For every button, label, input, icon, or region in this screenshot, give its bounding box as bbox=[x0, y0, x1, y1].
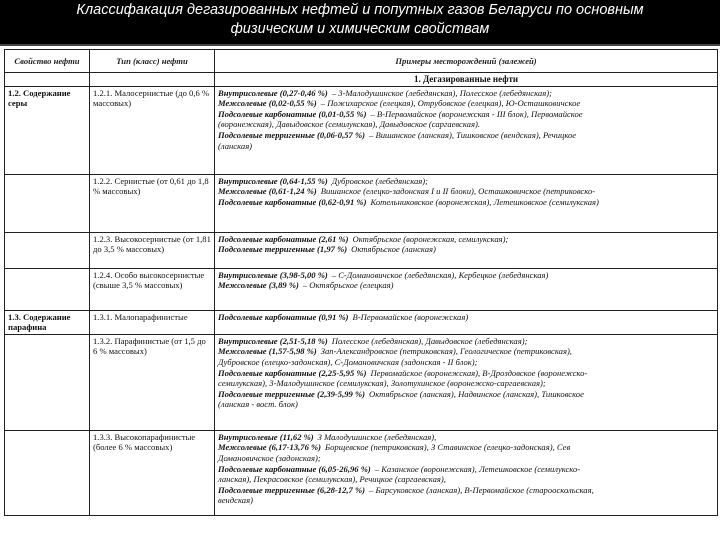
type-cell: 1.2.4. Особо высокосернистые (свыше 3,5 % массовых) bbox=[90, 268, 215, 310]
deposit-group-label: Межсолевые bbox=[218, 98, 269, 109]
deposit-text: – Пожихарское (елецкая), Отрубовское (елецкая), Ю-Осташковичское bbox=[320, 98, 581, 109]
deposit-text: ланская), Пекрасовское (семилукская), Речицкое (саргаевская), bbox=[218, 474, 446, 485]
content-value: (1,57-5,98 %) bbox=[268, 346, 317, 357]
title-line-2: физическим и химическим свойствам bbox=[230, 21, 490, 37]
content-value: (2,51-5,18 %) bbox=[279, 335, 328, 346]
deposit-text: – Вишанское (ланская), Тишковское (вендская), Речицкое bbox=[369, 129, 577, 140]
deposit-text: Первомайское (воронежская), В-Дроздовское (воронежско- bbox=[370, 367, 588, 378]
slide-header bbox=[0, 0, 720, 44]
content-value: (2,61 %) bbox=[318, 233, 349, 244]
content-value: (0,61-1,24 %) bbox=[268, 186, 317, 197]
deposit-text: (ланская - вост. блок) bbox=[218, 399, 298, 410]
type-cell: 1.2.3. Высокосернистые (от 1,81 до 3,5 % массовых) bbox=[90, 232, 215, 268]
deposit-text: Домановичское (задонская); bbox=[218, 452, 321, 463]
content-value: (2,39-5,99 %) bbox=[317, 388, 366, 399]
type-cell: 1.3.2. Парафинистые (от 1,5 до 6 % массовых) bbox=[90, 334, 215, 430]
header-type: Тип (класс) нефти bbox=[90, 50, 215, 73]
content-value: (11,62 %) bbox=[279, 431, 314, 442]
deposit-text: Вишанское (елецко-задонская I и II блоки), Осташковичское (петриковско- bbox=[320, 186, 596, 197]
example-line bbox=[218, 464, 714, 475]
deposit-group-label: Подсолевые терригенные bbox=[218, 484, 318, 495]
deposit-text: – 3-Малодушинское (лебедянская), Полесское (лебедянская); bbox=[331, 87, 552, 98]
type-cell: 1.2.2. Сернистые (от 0,61 до 1,8 % массовых) bbox=[90, 174, 215, 232]
property-cell: 1.3. Содержание парафина bbox=[5, 310, 90, 334]
example-line bbox=[218, 88, 714, 99]
type-cell: 1.3.3. Высокопарафинистые (более 6 % массовых) bbox=[90, 430, 215, 515]
deposit-group-label: Подсолевые карбонатные bbox=[218, 367, 319, 378]
table-row bbox=[5, 430, 718, 515]
example-line bbox=[218, 389, 714, 400]
deposit-text: – В-Первомайское (воронежская - III блок), Первомайское bbox=[370, 108, 583, 119]
example-line bbox=[218, 109, 714, 120]
examples-cell bbox=[215, 86, 718, 174]
deposit-group-label: Межсолевые bbox=[218, 442, 269, 453]
example-line bbox=[218, 312, 714, 323]
deposit-text: Октябрьское (ланская), Надвинское (ланская), Тишковское bbox=[369, 388, 584, 399]
content-value: (1,97 %) bbox=[317, 244, 348, 255]
property-cell bbox=[5, 174, 90, 232]
deposit-text: Полесское (лебедянская), Давыдовское (лебедянская); bbox=[331, 335, 528, 346]
examples-cell bbox=[215, 268, 718, 310]
examples-cell bbox=[215, 334, 718, 430]
examples-cell bbox=[215, 310, 718, 334]
content-value: (0,06-0,57 %) bbox=[317, 129, 366, 140]
deposit-text: Октябрьское (воронежская, семилукская); bbox=[352, 233, 509, 244]
content-value: (0,27-0,46 %) bbox=[279, 87, 328, 98]
content-value: (0,01-0,55 %) bbox=[318, 108, 367, 119]
deposit-group-label: Внутрисолевые bbox=[218, 335, 280, 346]
example-line bbox=[218, 442, 714, 453]
deposit-text: Зап-Александровское (петриковская), Геологическое (петриковская), bbox=[320, 346, 572, 357]
title-line-1: Классифакация дегазированных нефтей и попутных газов Беларуси по основным bbox=[76, 2, 644, 18]
example-line bbox=[218, 399, 714, 410]
table-row bbox=[5, 174, 718, 232]
example-line bbox=[218, 357, 714, 368]
example-line bbox=[218, 474, 714, 485]
example-line bbox=[218, 119, 714, 130]
slide-title bbox=[0, 0, 720, 39]
deposit-text: семилукская), 3-Малодушинское (семилукская), Золотухинское (воронежско-саргаевская); bbox=[218, 378, 546, 389]
example-line bbox=[218, 176, 714, 187]
example-line bbox=[218, 197, 714, 208]
table-row bbox=[5, 334, 718, 430]
header-row bbox=[5, 50, 718, 73]
deposit-group-label: Внутрисолевые bbox=[218, 269, 280, 280]
example-line bbox=[218, 186, 714, 197]
deposit-text: Дубровское (елецко-задонская), С-Домановичская (задонская - II блок); bbox=[218, 356, 478, 367]
deposit-group-label: Подсолевые терригенные bbox=[218, 388, 318, 399]
classification-table bbox=[4, 49, 718, 516]
property-cell bbox=[5, 232, 90, 268]
deposit-text: Октябрьское (ланская) bbox=[351, 244, 436, 255]
example-line bbox=[218, 453, 714, 464]
deposit-text: (воронежская), Давыдовское (семилукская), Давыдовское (саргаевская). bbox=[218, 119, 480, 130]
content-value: (6,17-13,76 %) bbox=[268, 442, 322, 453]
header-divider bbox=[0, 44, 720, 46]
deposit-text: (ланская) bbox=[218, 140, 253, 151]
deposit-group-label: Межсолевые bbox=[218, 186, 269, 197]
deposit-text: – С-Домановичское (лебедянская), Кербецкое (лебедянская) bbox=[331, 269, 549, 280]
deposit-text: – Барсуковское (ланская), В-Первомайское (старооскольская, bbox=[369, 484, 594, 495]
example-line bbox=[218, 270, 714, 281]
table-row bbox=[5, 232, 718, 268]
example-line bbox=[218, 495, 714, 506]
content-value: (6,28-12,7 %) bbox=[317, 484, 366, 495]
property-cell bbox=[5, 430, 90, 515]
header-examples: Примеры месторождений (залежей) bbox=[215, 50, 718, 73]
deposit-group-label: Подсолевые карбонатные bbox=[218, 311, 319, 322]
content-value: (6,05-26,96 %) bbox=[318, 463, 371, 474]
example-line bbox=[218, 244, 714, 255]
example-line bbox=[218, 368, 714, 379]
deposit-group-label: Внутрисолевые bbox=[218, 87, 280, 98]
example-line bbox=[218, 336, 714, 347]
table-row bbox=[5, 310, 718, 334]
type-cell: 1.2.1. Малосернистые (до 0,6 % массовых) bbox=[90, 86, 215, 174]
deposit-group-label: Межсолевые bbox=[218, 346, 269, 357]
content-value: (3,89 %) bbox=[268, 280, 299, 291]
table-row bbox=[5, 268, 718, 310]
example-line bbox=[218, 130, 714, 141]
content-value: (0,62-0,91 %) bbox=[318, 196, 367, 207]
deposit-text: Котельниковское (воронежская), Летешковское (семилукская) bbox=[370, 196, 599, 207]
table-row bbox=[5, 86, 718, 174]
section-title: 1. Дегазированные нефти bbox=[215, 73, 718, 87]
examples-cell bbox=[215, 232, 718, 268]
example-line bbox=[218, 141, 714, 152]
deposit-group-label: Подсолевые терригенные bbox=[218, 129, 318, 140]
example-line bbox=[218, 98, 714, 109]
property-cell bbox=[5, 334, 90, 430]
deposit-text: вендская) bbox=[218, 495, 253, 506]
property-cell bbox=[5, 268, 90, 310]
deposit-text: Борщевское (петриковская), З Ставинское (елецко-задонская), Сев bbox=[325, 442, 571, 453]
deposit-group-label: Подсолевые терригенные bbox=[218, 244, 318, 255]
content-value: (3,98-5,00 %) bbox=[279, 269, 328, 280]
example-line bbox=[218, 234, 714, 245]
deposit-text: В-Первомайское (воронежская) bbox=[352, 311, 469, 322]
deposit-text: З Малодушинское (лебедянская), bbox=[317, 431, 437, 442]
examples-cell bbox=[215, 430, 718, 515]
type-cell: 1.3.1. Малопарафинистые bbox=[90, 310, 215, 334]
deposit-group-label: Внутрисолевые bbox=[218, 175, 280, 186]
example-line bbox=[218, 432, 714, 443]
deposit-group-label: Подсолевые карбонатные bbox=[218, 233, 319, 244]
section-row bbox=[5, 73, 718, 87]
example-line bbox=[218, 378, 714, 389]
content-value: (0,02-0,55 %) bbox=[268, 98, 317, 109]
header-property: Свойство нефти bbox=[5, 50, 90, 73]
examples-cell bbox=[215, 174, 718, 232]
deposit-text: – Казанское (воронежская), Летешковское (семилукско- bbox=[374, 463, 581, 474]
property-cell: 1.2. Содержание серы bbox=[5, 86, 90, 174]
deposit-group-label: Подсолевые карбонатные bbox=[218, 108, 319, 119]
example-line bbox=[218, 280, 714, 291]
deposit-group-label: Межсолевые bbox=[218, 280, 269, 291]
content-value: (0,64-1,55 %) bbox=[279, 175, 328, 186]
deposit-group-label: Внутрисолевые bbox=[218, 431, 280, 442]
content-value: (0,91 %) bbox=[318, 311, 349, 322]
deposit-group-label: Подсолевые карбонатные bbox=[218, 196, 319, 207]
example-line bbox=[218, 346, 714, 357]
deposit-text: Дубровское (лебедянская); bbox=[331, 175, 429, 186]
deposit-text: – Октябрьское (елецкая) bbox=[302, 280, 394, 291]
deposit-group-label: Подсолевые карбонатные bbox=[218, 463, 319, 474]
example-line bbox=[218, 485, 714, 496]
content-value: (2,25-5,95 %) bbox=[318, 367, 367, 378]
